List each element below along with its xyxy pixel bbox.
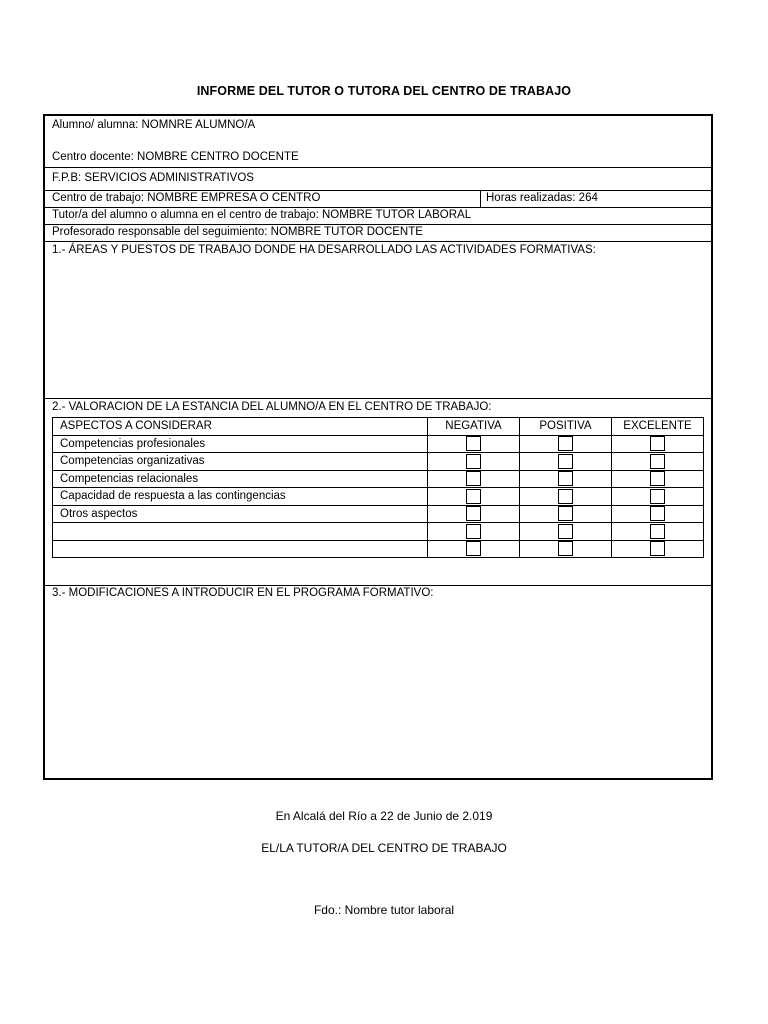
positive-checkbox[interactable] [558,436,573,451]
hours-field: Horas realizadas: 264 [486,192,598,204]
student-block [45,116,711,168]
table-row [53,470,704,488]
school-field: Centro docente: NOMBRE CENTRO DOCENTE [52,151,299,163]
student-field: Alumno/ alumna: NOMNRE ALUMNO/A [52,119,256,131]
tutor-row [45,208,711,225]
column-header-positive: POSITIVA [520,418,612,436]
table-row [53,505,704,523]
aspect-label [53,523,428,541]
section-2-heading: 2.- VALORACION DE LA ESTANCIA DEL ALUMNO/A EN EL CENTRO DE TRABAJO: [52,401,492,413]
positive-checkbox[interactable] [558,489,573,504]
positive-checkbox[interactable] [558,524,573,539]
excellent-checkbox[interactable] [650,436,665,451]
divider [480,191,481,207]
excellent-checkbox[interactable] [650,506,665,521]
positive-checkbox[interactable] [558,471,573,486]
aspect-label: Competencias relacionales [53,470,428,488]
negative-checkbox[interactable] [466,436,481,451]
table-row [53,523,704,541]
place-date: En Alcalá del Río a 22 de Junio de 2.019 [275,809,493,823]
tutor-field: Tutor/a del alumno o alumna en el centro de trabajo: NOMBRE TUTOR LABORAL [52,209,472,221]
signer-role: EL/LA TUTOR/A DEL CENTRO DE TRABAJO [261,841,507,855]
negative-checkbox[interactable] [466,541,481,556]
assessment-header-row [53,418,704,436]
table-row [53,435,704,453]
teacher-field: Profesorado responsable del seguimiento: NOMBRE TUTOR DOCENTE [52,226,423,238]
aspect-label: Otros aspectos [53,505,428,523]
table-row [53,453,704,471]
table-row [53,540,704,558]
workplace-row [45,191,711,208]
teacher-row [45,225,711,242]
negative-checkbox[interactable] [466,471,481,486]
aspect-label: Capacidad de respuesta a las contingencias [53,488,428,506]
positive-checkbox[interactable] [558,541,573,556]
report-form [43,114,713,780]
document-title: INFORME DEL TUTOR O TUTORA DEL CENTRO DE TRABAJO [196,84,572,98]
fpb-field: F.P.B: SERVICIOS ADMINISTRATIVOS [52,172,254,184]
table-row [53,488,704,506]
negative-checkbox[interactable] [466,506,481,521]
negative-checkbox[interactable] [466,524,481,539]
negative-checkbox[interactable] [466,454,481,469]
section-3-heading: 3.- MODIFICACIONES A INTRODUCIR EN EL PROGRAMA FORMATIVO: [52,587,434,599]
aspect-label: Competencias organizativas [53,453,428,471]
positive-checkbox[interactable] [558,506,573,521]
excellent-checkbox[interactable] [650,541,665,556]
column-header-aspects: ASPECTOS A CONSIDERAR [53,418,428,436]
aspect-label: Competencias profesionales [53,435,428,453]
negative-checkbox[interactable] [466,489,481,504]
excellent-checkbox[interactable] [650,454,665,469]
excellent-checkbox[interactable] [650,489,665,504]
assessment-table [52,417,704,558]
positive-checkbox[interactable] [558,454,573,469]
signature-line: Fdo.: Nombre tutor laboral [313,903,455,917]
section-1-heading: 1.- ÁREAS Y PUESTOS DE TRABAJO DONDE HA DESARROLLADO LAS ACTIVIDADES FORMATIVAS: [52,244,596,256]
section-3 [45,586,711,778]
excellent-checkbox[interactable] [650,471,665,486]
workplace-field: Centro de trabajo: NOMBRE EMPRESA O CENTRO [52,192,321,204]
section-1 [45,242,711,399]
column-header-negative: NEGATIVA [428,418,520,436]
excellent-checkbox[interactable] [650,524,665,539]
aspect-label [53,540,428,558]
fpb-row [45,168,711,191]
column-header-excellent: EXCELENTE [612,418,704,436]
